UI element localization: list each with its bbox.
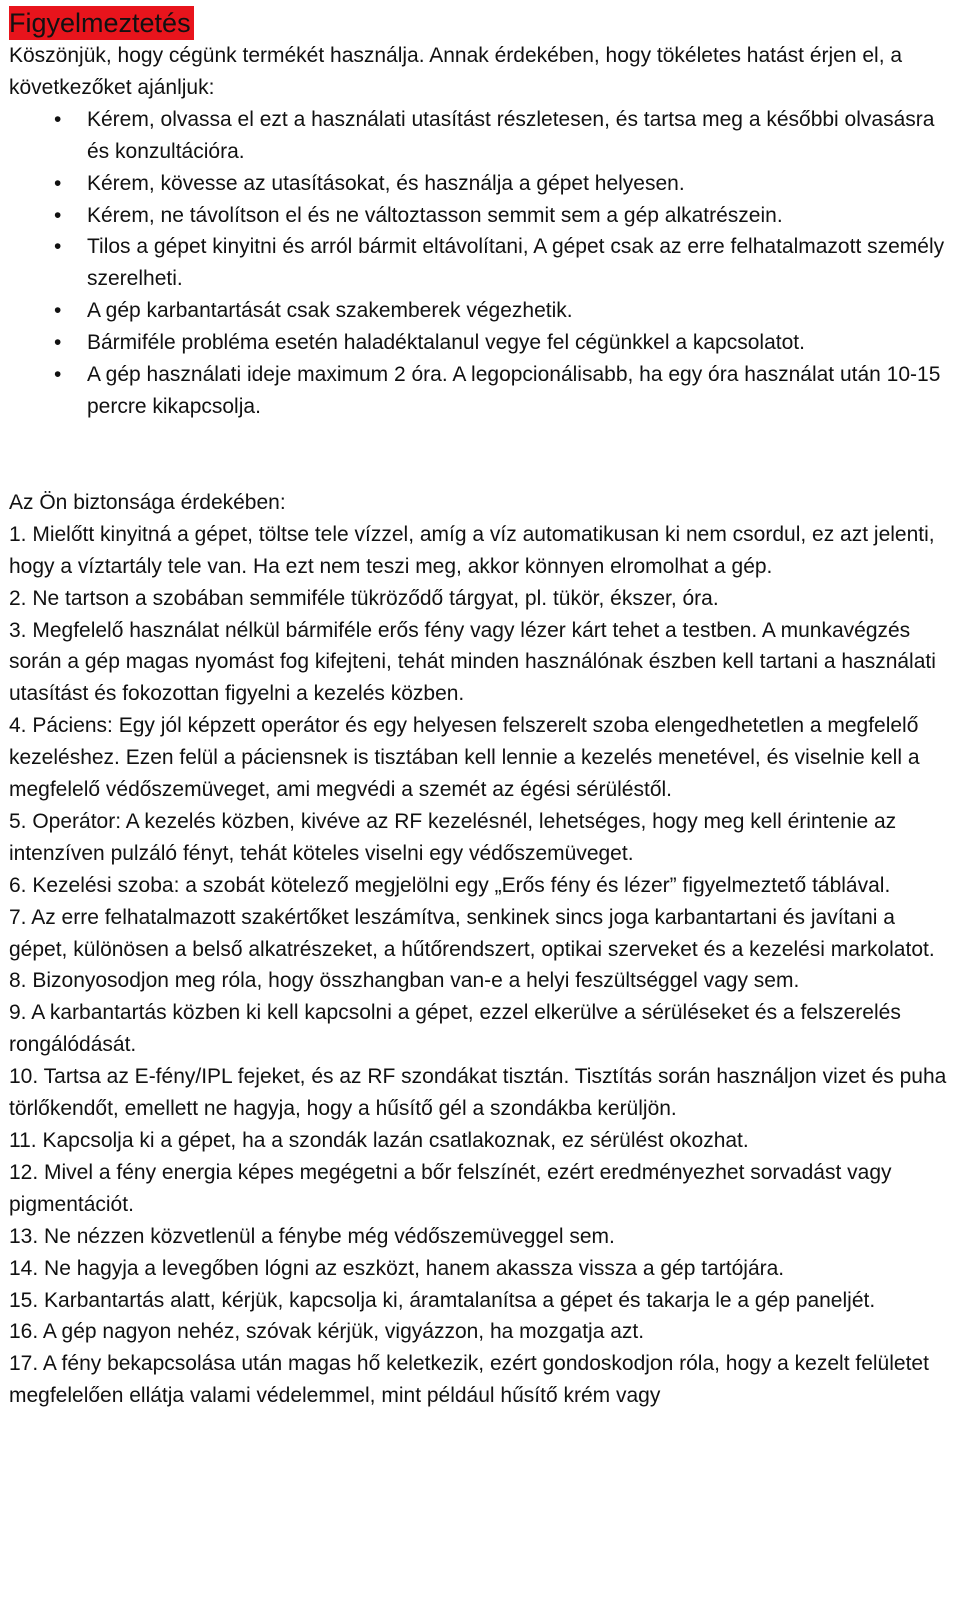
- safety-item: 6. Kezelési szoba: a szobát kötelező megjelölni egy „Erős fény és lézer” figyelmeztető táblával.: [9, 873, 891, 897]
- safety-item: 7. Az erre felhatalmazott szakértőket leszámítva, senkinek sincs joga karbantartani és javítani a gépet, különösen a belső alkatrészeket, a hűtőrendszert, optikai szerveket és a kezelési markolatot.: [9, 905, 935, 961]
- safety-item: 2. Ne tartson a szobában semmiféle tükröződő tárgyat, pl. tükör, ékszer, óra.: [9, 586, 719, 610]
- safety-item: 14. Ne hagyja a levegőben lógni az eszközt, hanem akassza vissza a gép tartójára.: [9, 1256, 785, 1280]
- intro-section: [9, 40, 951, 423]
- safety-item: 12. Mivel a fény energia képes megégetni a bőr felszínét, ezért eredményezhet sorvadást vagy pigmentációt.: [9, 1160, 892, 1216]
- safety-item: 17. A fény bekapcsolása után magas hő keletkezik, ezért gondoskodjon róla, hogy a kezelt felületet megfelelően ellátja valami védelemmel, mint például hűsítő krém vagy: [9, 1352, 929, 1408]
- list-item: • Bármiféle probléma esetén haladéktalanul vegye fel cégünkkel a kapcsolatot.: [87, 327, 951, 359]
- safety-item: 1. Mielőtt kinyitná a gépet, töltse tele vízzel, amíg a víz automatikusan ki nem csordul, ez azt jelenti, hogy a víztartály tele van. Ha ezt nem teszi meg, akkor könnyen elromolhat a gép.: [9, 522, 935, 578]
- safety-item: 11. Kapcsolja ki a gépet, ha a szondák lazán csatlakoznak, ez sérülést okozhat.: [9, 1129, 749, 1152]
- safety-item: 15. Karbantartás alatt, kérjük, kapcsolja ki, áramtalanítsa a gépet és takarja le a gép paneljét.: [9, 1288, 876, 1312]
- list-item: • Kérem, kövesse az utasításokat, és használja a gépet helyesen.: [87, 168, 951, 200]
- safety-item: 8. Bizonyosodjon meg róla, hogy összhangban van-e a helyi feszültséggel vagy sem.: [9, 969, 800, 993]
- list-item: • A gép karbantartását csak szakemberek végezhetik.: [87, 295, 951, 327]
- list-item: • Tilos a gépet kinyitni és arról bármit eltávolítani, A gépet csak az erre felhatalmazott személy szerelheti.: [87, 231, 951, 295]
- safety-item: 9. A karbantartás közben ki kell kapcsolni a gépet, ezzel elkerülve a sérüléseket és a felszerelés rongálódását.: [9, 1001, 901, 1057]
- recommendation-list: [9, 104, 951, 423]
- safety-item: 3. Megfelelő használat nélkül bármiféle erős fény vagy lézer kárt tehet a testben. A munkavégzés során a gép magas nyomást fog kifejteni, tehát minden használónak észben kell tartani a használati utasítást és fokozottan figyelni a kezelés közben.: [9, 618, 936, 706]
- safety-item: 5. Operátor: A kezelés közben, kivéve az RF kezelésnél, lehetséges, hogy meg kell érintenie az intenzíven pulzáló fényt, tehát köteles viselni egy védőszemüveget.: [9, 809, 897, 865]
- safety-item: 10. Tartsa az E-fény/IPL fejeket, és az RF szondákat tisztán. Tisztítás során használjon vizet és puha törlőkendőt, emellett ne hagyja, hogy a hűsítő gél a szondákba kerüljön.: [9, 1065, 947, 1121]
- safety-heading: Az Ön biztonsága érdekében:: [9, 490, 286, 514]
- list-item: • A gép használati ideje maximum 2 óra. A legopcionálisabb, ha egy óra használat után 10-15 percre kikapcsolja.: [87, 359, 951, 423]
- list-item: • Kérem, olvassa el ezt a használati utasítást részletesen, és tartsa meg a későbbi olvasásra és konzultációra.: [87, 104, 951, 168]
- safety-section: [9, 487, 951, 1412]
- safety-item: 4. Páciens: Egy jól képzett operátor és egy helyesen felszerelt szoba elengedhetetlen a megfelelő kezeléshez. Ezen felül a páciensnek is tisztában kell lennie a kezelés menetével, és viselnie kell a megfelelő védőszemüveget, ami megvédi a szemét az égési sérüléstől.: [9, 714, 920, 802]
- safety-item: 13. Ne nézzen közvetlenül a fénybe még védőszemüveggel sem.: [9, 1224, 615, 1248]
- safety-item: 16. A gép nagyon nehéz, szóvak kérjük, vigyázzon, ha mozgatja azt.: [9, 1320, 645, 1344]
- list-item: • Kérem, ne távolítson el és ne változtasson semmit sem a gép alkatrészein.: [87, 200, 951, 232]
- page-title: Figyelmeztetés: [9, 6, 194, 40]
- intro-text: Köszönjük, hogy cégünk termékét használja. Annak érdekében, hogy tökéletes hatást érjen el, a következőket ajánljuk:: [9, 44, 903, 99]
